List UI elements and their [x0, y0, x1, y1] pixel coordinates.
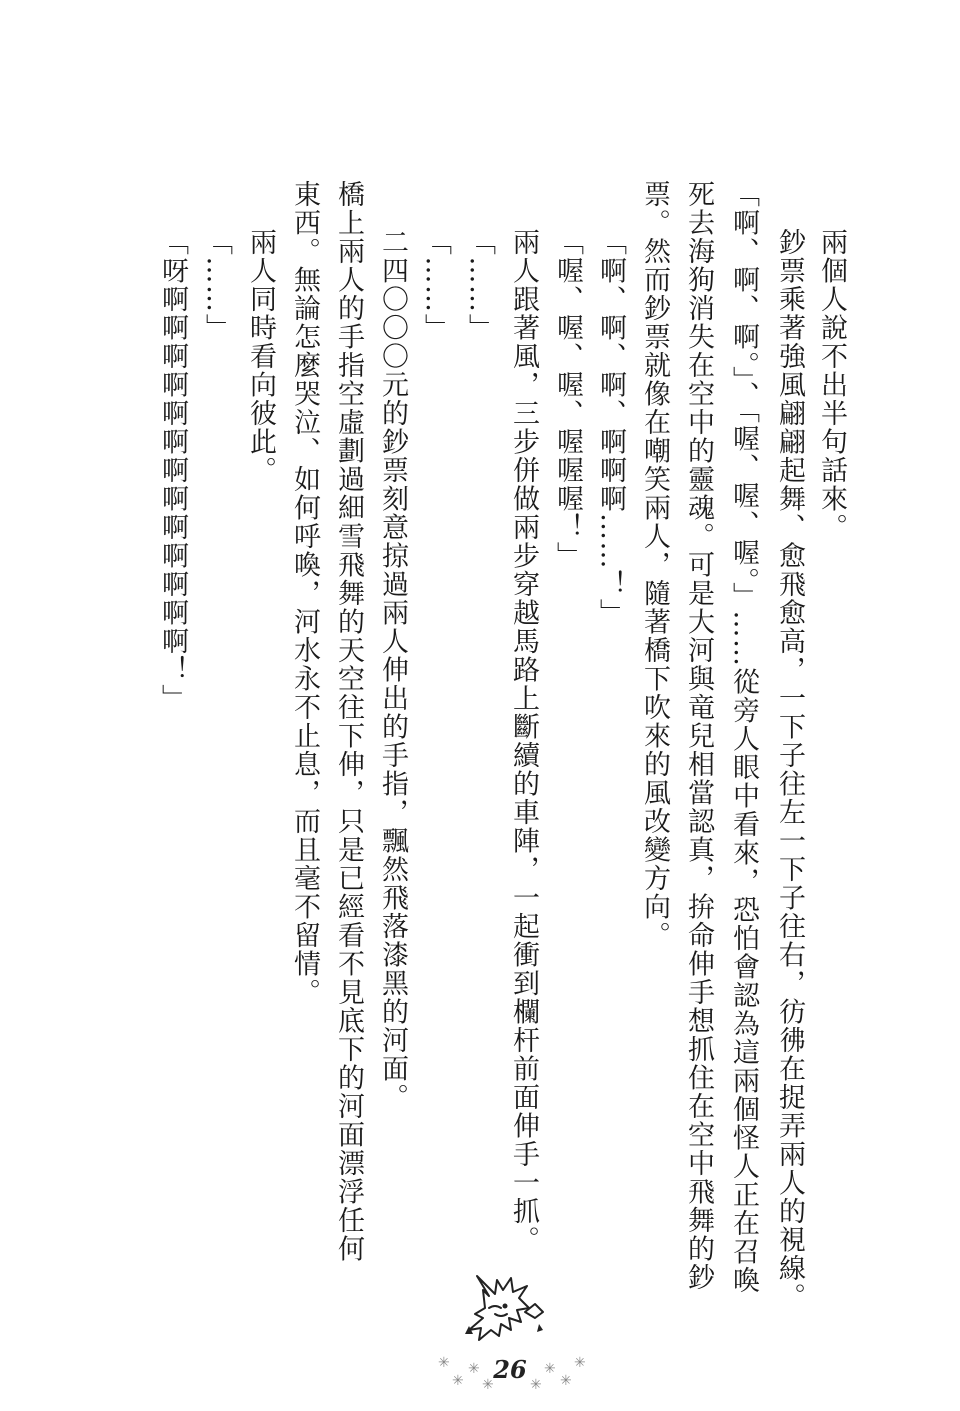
text-column-9: 「……」	[464, 228, 495, 342]
star-ornament-icon: ✳	[530, 1377, 542, 1393]
dragon-mascot-icon	[455, 1268, 555, 1348]
text-column-8: 兩人跟著風，三步併做兩步穿越馬路上斷續的車陣，一起衝到欄杆前面伸手一抓。	[508, 228, 539, 1254]
text-column-10: 「……」	[420, 228, 451, 342]
text-column-5: 票。然而鈔票就像在嘲笑兩人，隨著橋下吹來的風改變方向。	[639, 180, 670, 950]
text-column-4: 死去海狗消失在空中的靈魂。可是大河與竜兒相當認真，拚命伸手想抓住在空中飛舞的鈔	[683, 180, 714, 1292]
page-number: 26	[493, 1355, 527, 1384]
star-ornament-icon: ✳	[544, 1361, 556, 1377]
text-column-1: 兩個人說不出半句話來。	[816, 228, 847, 542]
text-column-12: 橋上兩人的手指空虛劃過細雪飛舞的天空往下伸，只是已經看不見底下的河面漂浮任何	[333, 180, 364, 1263]
text-column-6: 「啊、啊、啊、啊啊啊……！」	[595, 228, 626, 627]
star-ornament-icon: ✳	[560, 1373, 572, 1389]
page-number-area	[420, 1350, 600, 1400]
star-ornament-icon: ✳	[452, 1373, 464, 1389]
star-ornament-icon: ✳	[468, 1361, 480, 1377]
text-column-13: 東西。無論怎麼哭泣、如何呼喚，河水永不止息，而且毫不留情。	[289, 180, 320, 1007]
text-column-11: 二四〇〇〇元的鈔票刻意掠過兩人伸出的手指，飄然飛落漆黑的河面。	[377, 228, 408, 1112]
text-column-7: 「喔、喔、喔、喔喔喔！」	[552, 228, 583, 570]
text-column-2: 鈔票乘著強風翩翩起舞、愈飛愈高，一下子往左一下子往右，彷彿在捉弄兩人的視線。	[774, 228, 805, 1311]
star-ornament-icon: ✳	[482, 1377, 494, 1393]
text-column-15: 「……」	[201, 228, 232, 342]
star-ornament-icon: ✳	[574, 1355, 586, 1371]
text-column-3: 「啊、啊、啊。」、「喔、喔、喔。」……從旁人眼中看來，恐怕會認為這兩個怪人正在召喚	[728, 180, 759, 1295]
text-column-14: 兩人同時看向彼此。	[245, 228, 276, 485]
star-ornament-icon: ✳	[438, 1355, 450, 1371]
text-column-16: 「呀啊啊啊啊啊啊啊啊啊啊啊啊啊！」	[157, 228, 188, 713]
